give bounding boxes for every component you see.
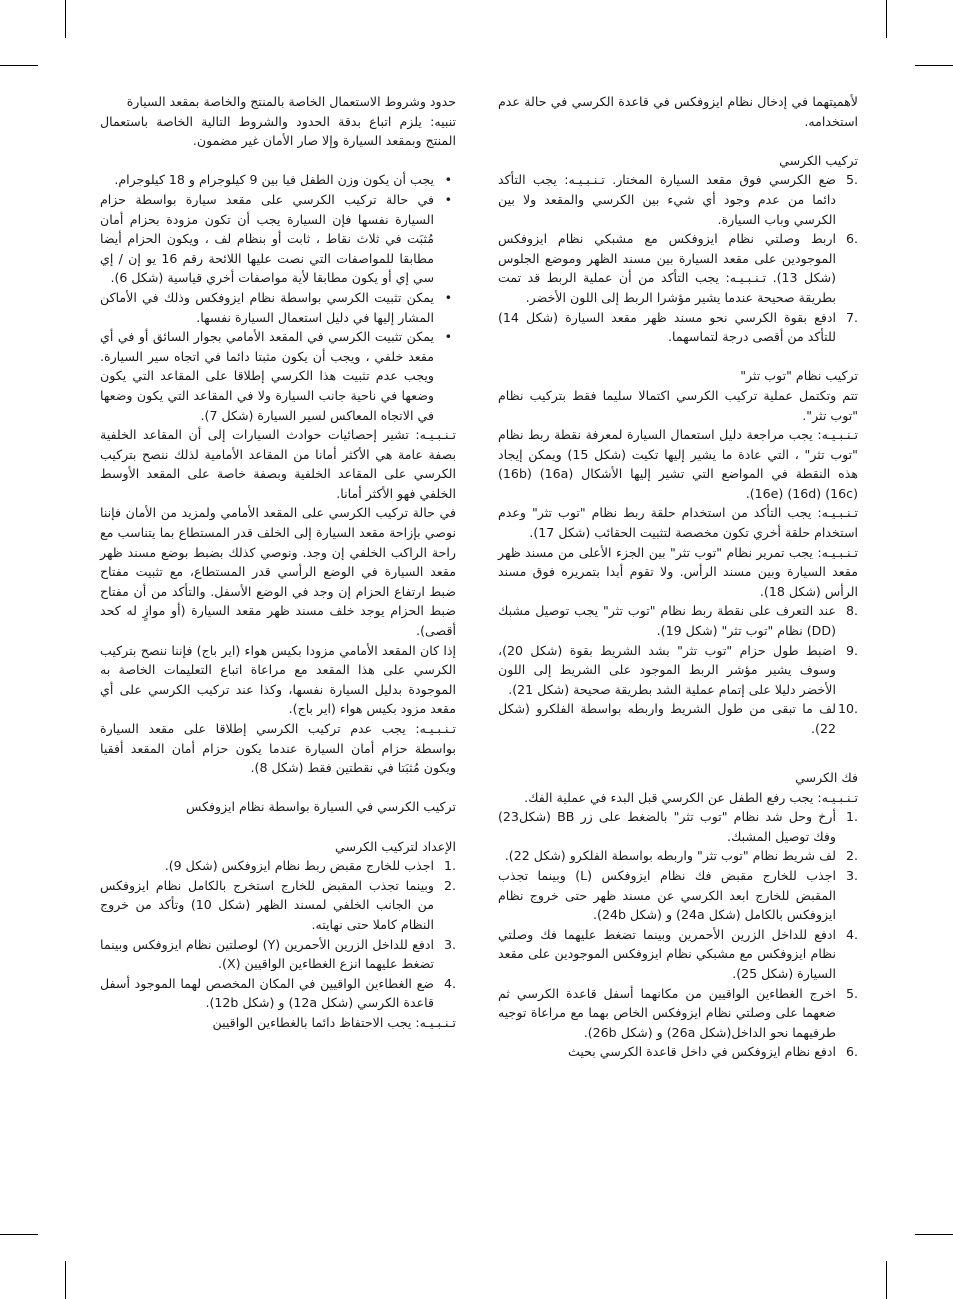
step-number: 5. — [845, 172, 858, 188]
terms-heading: حدود وشروط الاستعمال الخاصة بالمنتج والخاصة بمقعد السيارة — [126, 94, 456, 109]
crop-mark — [915, 65, 953, 66]
right-column — [498, 92, 858, 1062]
crop-mark — [886, 1261, 887, 1299]
list-item — [498, 601, 858, 640]
step-text: اضبط طول حزام "توب تثر" بشد الشريط بقوة (شكل 20)، وسوف يشير مؤشر الربط الموجود على الشريط إلى اللون الأخضر دليلا على إتمام عملية الشد بطريقة صحيحة (شكل 21). — [498, 642, 836, 697]
top-tether-paragraph: تتم وتكتمل عملية تركيب الكرسي اكتمالا سليما فقط بتركيب نظام "توب تثر". — [498, 387, 858, 423]
warning-paragraph: تـنـبـيـه: يجب رفع الطفل عن الكرسي قبل البدء في عملية الفك. — [524, 789, 858, 805]
step-number: 4. — [443, 975, 456, 991]
intro-paragraph: لأهميتهما في إدخال نظام ايزوفكس في قاعدة الكرسي في حالة عدم استخدامه. — [498, 94, 858, 129]
step-text: وبينما تجذب المقبض للخارج استخرج بالكامل نظام ايزوفكس من الجانب الخلفي لمسند الظهر (شكل 10) وتأكد من خروج النظام كاملا حتى نهايته. — [100, 877, 435, 932]
list-item — [100, 190, 456, 288]
step-text: اخرج الغطاءين الواقيين من مكانهما أسفل قاعدة الكرسي ثم ضعهما على وصلتي نظام ايزوفكس الخاص بهما مع مراعاة توجيه طرفيهما نحو الداخل(شكل 26a) و (شكل 26b). — [498, 985, 836, 1040]
preparation-steps-list — [100, 856, 456, 1013]
list-item — [498, 229, 858, 307]
list-item — [498, 641, 858, 700]
bullet-text: في حالة تركيب الكرسي على مقعد سيارة بواسطة حزام السيارة نفسها فإن السيارة يجب أن تكون مزودة بحزام أمان مُثبَت في ثلاث نقاط ، ثابت أو بنظام لف ، ويكون الحزام أيضا مطابقا للمواصفات التي نصت عليها اللائحة رقم 16 يو إن / إي سي إي أو يكون مطابقا لأية مواصفات أخري قياسية (شكل 6). — [100, 191, 434, 286]
step-text: اجذب للخارج مقبض فك نظام ايزوفكس (L) وبينما تجذب المقبض للخارج ابعد الكرسي عن مسند ظهر حتى خروج نظام ايزوفكس بالكامل (شكل 24a) و (شكل 24b). — [498, 867, 836, 923]
step-text: ادفع نظام ايزوفكس في داخل قاعدة الكرسي بحيث — [567, 1044, 836, 1060]
crop-mark — [65, 1261, 66, 1299]
step-text: اجذب للخارج مقبض ربط نظام ايزوفكس (شكل 9). — [164, 858, 434, 874]
top-tether-heading: تركيب نظام "توب تثر" — [740, 368, 858, 384]
bullet-icon: • — [444, 289, 452, 305]
list-item — [498, 807, 858, 846]
install-steps-list — [498, 170, 858, 346]
removal-heading: فك الكرسي — [795, 769, 858, 785]
warning-paragraph: تـنـبـيـه: يجب عدم تركيب الكرسي إطلاقا على مقعد السيارة بواسطة حزام أمان السيارة عندما يكون حزام أمان المقعد أفقيا ويكون مُثبَتا في نقطتين فقط (شكل 8). — [100, 721, 456, 776]
step-text: ادفع بقوة الكرسي نحو مسند ظهر مقعد السيارة (شكل 14) للتأكد من أقصى درجة لتماسهما. — [498, 309, 836, 345]
step-text: ادفع للداخل الزرين الأحمرين وبينما تضغط عليهما فك وصلتي نظام ايزوفكس مع مشبكي نظام ايزوفكس الموجودين على مقعد السيارة (شكل 25). — [498, 926, 836, 981]
warning-paragraph: تـنـبـيـه: يجب الاحتفاظ دائما بالغطاءين الواقيين — [212, 1014, 456, 1030]
step-number: 10. — [838, 701, 859, 717]
isofix-heading: تركيب الكرسي في السيارة بواسطة نظام ايزوفكس — [185, 799, 456, 815]
list-item — [100, 856, 456, 876]
list-item — [100, 974, 456, 1013]
step-number: 2. — [443, 877, 456, 893]
crop-mark — [886, 0, 887, 38]
front-seat-paragraph: في حالة تركيب الكرسي على المقعد الأمامي ولمزيد من الأمان فإننا نوصي بإزاحة مقعد السيارة إلى الخلف قدر المستطاع بما يتناسب مع راحة الراكب الخلفي إن وجد. ونوصي كذلك بضبط بوضع مسند ظهر مقعد السيارة في الوضع الرأسي قدر المستطاع، مع تثبيت مفتاح ضبط ارتفاع الحزام إن وجد في الوضع الأسفل. والتأكد من أن مفتاح ضبط الحزام يوجد خلف مسند ظهر مقعد السيارة (أو موازٍ له كحد أقصى). — [100, 505, 456, 639]
step-text: عند التعرف على نقطة ربط نظام "توب تثر" يجب توصيل مشبك (DD) نظام "توب تثر" (شكل 19). — [498, 603, 836, 639]
step-number: 3. — [443, 936, 456, 952]
removal-steps-list — [498, 807, 858, 1062]
step-text: لف شريط نظام "توب تثر" واربطه بواسطة الفلكرو (شكل 22). — [504, 848, 836, 864]
crop-mark — [0, 1234, 38, 1235]
list-item — [498, 699, 858, 738]
step-number: 4. — [845, 926, 858, 942]
step-number: 6. — [845, 1044, 858, 1060]
list-item — [498, 170, 858, 229]
list-item — [100, 170, 456, 190]
list-item — [498, 984, 858, 1043]
step-number: 5. — [845, 985, 858, 1001]
list-item — [100, 876, 456, 935]
step-text: اربط وصلتي نظام ايزوفكس مع مشبكي نظام ايزوفكس الموجودين على مقعد السيارة بين مسند الظهر وموضع الجلوس (شكل 13). تـنـبـيـه: يجب التأكد من أن عملية الربط قد تمت بطريقة صحيحة عندما يشير مؤشرا الربط إلى اللون الأخضر. — [498, 231, 836, 305]
airbag-paragraph: إذا كان المقعد الأمامي مزودا بكيس هواء (اير باج) فإننا ننصح بتركيب الكرسي على هذا المقعد مع مراعاة اتباع التعليمات الخاصة به الموجودة بدليل السيارة نفسها، وكذا عند تركيب الكرسي على أي مقعد مزود بكيس هواء (اير باج). — [100, 642, 456, 717]
crop-mark — [0, 65, 38, 66]
step-text: أرخ وحل شد نظام "توب تثر" بالضغط على زر BB (شكل23) وفك توصيل المشبك. — [498, 809, 836, 844]
conditions-list — [100, 170, 456, 425]
bullet-icon: • — [444, 191, 452, 207]
step-text: ضع الكرسي فوق مقعد السيارة المختار. تـنـبـيـه: يجب التأكد دائما من عدم وجود أي شيء بين الكرسي والمقعد ولا بين الكرسي وباب السيارة. — [498, 172, 836, 227]
left-column — [100, 92, 456, 1033]
bullet-text: يمكن تثبيت الكرسي بواسطة نظام ايزوفكس وذلك في الأماكن المشار إليها في دليل استعمال السيارة نفسها. — [100, 289, 434, 325]
step-number: 1. — [443, 858, 456, 874]
step-text: ضع الغطاءين الواقيين في المكان المخصص لهما الموجود أسفل قاعدة الكرسي (شكل 12a) و (شكل 12b). — [100, 975, 434, 1011]
warning-paragraph: تـنـبـيـه: يجب مراجعة دليل استعمال السيارة لمعرفة نقطة ربط نظام "توب تثر" ، التي عادة ما يشير إليها تكيت (شكل 15) ويمكن إيجاد هذه النقطة في المواضع التي تشير إليها الأشكال (16a) (16b) (16c) (16d) (16e). — [498, 427, 858, 501]
warning-paragraph: تـنـبـيـه: يجب التأكد من استخدام حلقة ربط نظام "توب تثر" وعدم استخدام حلقة أخري تكون مخصصة لتثبيت الحقائب (شكل 17). — [498, 505, 858, 541]
list-item — [498, 866, 858, 925]
step-number: 8. — [845, 603, 858, 619]
bullet-text: يمكن تثبيت الكرسي في المقعد الأمامي بجوار السائق أو في أي مقعد خلفي ، ويجب أن يكون مثبتا دائما في اتجاه سير السيارة. ويجب عدم تثبيت هذا الكرسي إطلاقا على المقاعد التي يكون وضعها في ناحية جانب السيارة ولا في المقاعد التي يكون وضعها في الاتجاه المعاكس لسير السيارة (شكل 7). — [100, 329, 434, 423]
bullet-text: يجب أن يكون وزن الطفل فيا بين 9 كيلوجرام و 18 كيلوجرام. — [114, 172, 434, 188]
step-number: 2. — [845, 848, 858, 864]
list-item — [498, 308, 858, 347]
list-item — [498, 846, 858, 866]
list-item — [498, 1042, 858, 1062]
step-number: 3. — [845, 867, 858, 883]
bullet-icon: • — [444, 329, 452, 345]
top-tether-steps-list — [498, 601, 858, 738]
warning-paragraph: تـنـبـيـه: تشير إحصائيات حوادث السيارات إلى أن المقاعد الخلفية بصفة عامة هي الأكثر أمانا من المقاعد الأمامية لذلك ننصح بتركيب الكرسي على المقاعد الخلفية وبصفة خاصة على المقعد الأوسط الخلفي فهو الأكثر أمانا. — [100, 427, 456, 501]
warning-paragraph: تـنـبـيـه: يجب تمرير نظام "توب تثر" بين الجزء الأعلى من مسند ظهر مقعد السيارة وبين مسند الرأس. ولا تقوم أبدا بتمريره فوق مسند الرأس (شكل 18). — [498, 544, 858, 599]
list-item — [100, 935, 456, 974]
list-item — [100, 288, 456, 327]
list-item — [498, 925, 858, 984]
step-text: ادفع للداخل الزرين الأحمرين (Y) لوصلتين نظام ايزوفكس وبينما تضغط عليهما انزع الغطاءين الواقيين (X). — [100, 936, 434, 972]
step-text: لف ما تبقى من طول الشريط واربطه بواسطة الفلكرو (شكل 22). — [498, 701, 836, 736]
step-number: 6. — [845, 231, 858, 247]
preparation-heading: الإعداد لتركيب الكرسي — [335, 838, 456, 854]
crop-mark — [915, 1234, 953, 1235]
list-item — [100, 327, 456, 425]
crop-mark — [65, 0, 66, 38]
warning-paragraph: تنبيه: يلزم اتباع بدقة الحدود والشروط التالية الخاصة باستعمال المنتج وبمقعد السيارة وإلا صار الأمان غير مضمون. — [100, 113, 456, 149]
step-number: 7. — [845, 309, 858, 325]
install-heading: تركيب الكرسي — [779, 152, 858, 168]
step-number: 9. — [845, 642, 858, 658]
step-number: 1. — [845, 809, 858, 825]
bullet-icon: • — [444, 172, 452, 188]
